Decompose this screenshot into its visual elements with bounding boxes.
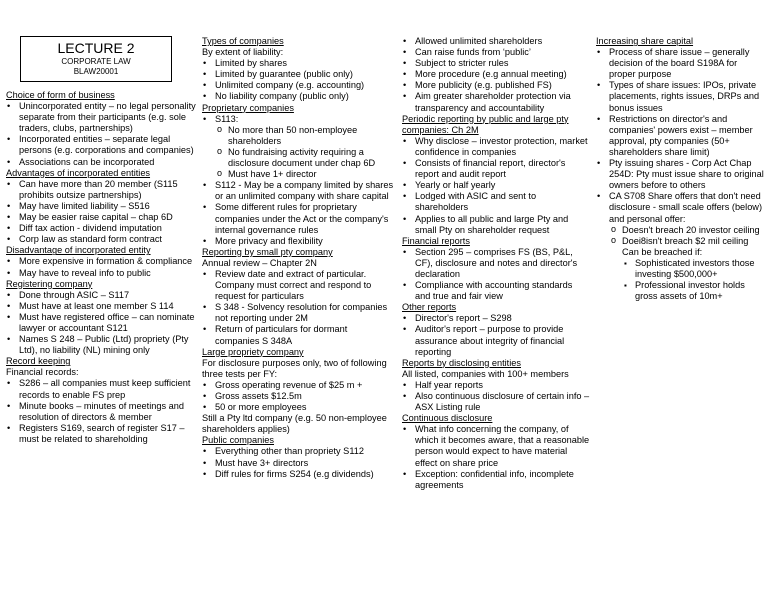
bullet-list [202, 380, 394, 413]
bullet-list [402, 36, 590, 114]
section-heading: Increasing share capital [596, 36, 694, 46]
bullet-list [202, 114, 394, 247]
column-1-content [6, 90, 196, 445]
bullet-item: • Section 295 – comprises FS (BS, P&L, CF), disclosure and notes and director's declaration [402, 247, 590, 280]
bullet-item: • Pty issuing shares - Corp Act Chap 254D: Pty must issue share to original owners before to others [596, 158, 766, 191]
bullet-item: • Must have at least one member S 114 [6, 301, 196, 312]
bullet-item: • Done through ASIC – S117 [6, 290, 196, 301]
section-heading: Advantages of incorporated entities [6, 167, 151, 178]
column-3-content [402, 36, 590, 491]
section-heading: Choice of form of business [6, 90, 115, 100]
bullet-item: • Lodged with ASIC and sent to shareholders [402, 191, 590, 213]
bullet-item: • More procedure (e.g annual meeting) [402, 69, 590, 80]
bullet-item: • Why disclose – investor protection, market confidence in companies [402, 136, 590, 158]
sub-bullet-item: o Doesn't breach 20 investor ceiling [609, 225, 766, 236]
bullet-list [402, 136, 590, 236]
bullet-item: • Compliance with accounting standards and true and fair view [402, 280, 590, 302]
bullet-item: • Aim greater shareholder protection via transparency and accountability [402, 91, 590, 113]
bullet-item: • Allowed unlimited shareholders [402, 36, 590, 47]
sub-bullet-item: o Doei8isn't breach $2 mil ceiling Can be breached if: [609, 236, 766, 258]
bullet-item: • Can have more than 20 member (S115 prohibits outsize partnerships) [6, 179, 196, 201]
column-3 [402, 36, 590, 491]
bullet-item: • Types of share issues: IPOs, private placements, rights issues, DRPs and bonus issues [596, 80, 766, 113]
bullet-item: • Unincorporated entity – no legal personality separate from their participants (e.g. sole traders, clubs, partnerships) [6, 101, 196, 134]
bullet-item: • Must have registered office – can nominate lawyer or accountant S121 [6, 312, 196, 334]
bullet-item: • Names S 248 – Public (Ltd) propriety (Pty Ltd), no liability (NL) mining only [6, 334, 196, 356]
subject-name: CORPORATE LAW [61, 57, 131, 66]
paragraph: All listed, companies with 100+ members [402, 368, 569, 379]
bullet-item: • Associations can be incorporated [6, 157, 196, 168]
bullet-item: • S113: [202, 114, 394, 125]
paragraph: By extent of liability: [202, 47, 284, 58]
bullet-item: • Limited by shares [202, 58, 394, 69]
section-heading: Reporting by small pty company [202, 246, 333, 257]
bullet-item: • What info concerning the company, of which it becomes aware, that a reasonable person would expect to have material effect on share price [402, 424, 590, 468]
bullet-item: • 50 or more employees [202, 402, 394, 413]
bullet-list [6, 256, 196, 278]
bullet-item: • Must have 3+ directors [202, 458, 394, 469]
bullet-item: • Yearly or half yearly [402, 180, 590, 191]
sub-bullet-item: o No fundraising activity requiring a disclosure document under chap 6D [215, 147, 394, 169]
bullet-item: • Diff tax action - dividend imputation [6, 223, 196, 234]
sub-bullet-item: o Must have 1+ director [215, 169, 394, 180]
column-2 [202, 36, 394, 480]
bullet-item: • Gross assets $12.5m [202, 391, 394, 402]
bullet-item: • Return of particulars for dormant companies S 348A [202, 324, 394, 346]
bullet-list [402, 380, 590, 413]
section-heading: Registering company [6, 278, 93, 289]
bullet-item: • Minute books – minutes of meetings and resolution of directors & member [6, 401, 196, 423]
bullet-list [6, 179, 196, 246]
section-heading: Periodic reporting by public and large pty companies: Ch 2M [402, 113, 569, 135]
subject-code: BLAW20001 [73, 67, 119, 76]
sub-sub-bullet-item: ▪ Sophisticated investors those investing $500,000+ [622, 258, 766, 280]
bullet-list [596, 47, 766, 302]
bullet-item: • Also continuous disclosure of certain info – ASX Listing rule [402, 391, 590, 413]
bullet-item: • Gross operating revenue of $25 m + [202, 380, 394, 391]
bullet-item: • Consists of financial report, director's report and audit report [402, 158, 590, 180]
lecture-title-box [20, 36, 172, 82]
bullet-item: • S286 – all companies must keep sufficient records to enable FS prep [6, 378, 196, 400]
bullet-item: • Limited by guarantee (public only) [202, 69, 394, 80]
bullet-item: • Auditor's report – purpose to provide assurance about integrity of financial reporting [402, 324, 590, 357]
lecture-title: LECTURE 2 [57, 40, 135, 56]
bullet-list [6, 378, 196, 445]
bullet-item: • Restrictions on director's and companies' powers exist – member approval, pty companies (50+ shareholders share limit) [596, 114, 766, 158]
bullet-item: • May have to reveal info to public [6, 268, 196, 279]
bullet-item: • More expensive in formation & compliance [6, 256, 196, 267]
bullet-list [202, 446, 394, 479]
section-heading: Types of companies [202, 36, 284, 46]
bullet-item: • Incorporated entities – separate legal persons (e.g. corporations and companies) [6, 134, 196, 156]
bullet-item: • S112 - May be a company limited by shares or an unlimited company with share capital [202, 180, 394, 202]
bullet-item: • May be easier raise capital – chap 6D [6, 212, 196, 223]
bullet-list [402, 247, 590, 302]
section-heading: Financial reports [402, 235, 470, 246]
bullet-item: • Applies to all public and large Pty and small Pty on shareholder request [402, 214, 590, 236]
paragraph: Still a Pty ltd company (e.g. 50 non-employee shareholders applies) [202, 413, 387, 435]
bullet-item: • Director's report – S298 [402, 313, 590, 324]
bullet-item: • Review date and extract of particular. Company must correct and respond to request for particulars [202, 269, 394, 302]
sub-bullet-item: o No more than 50 non-employee shareholders [215, 125, 394, 147]
bullet-item: • S 348 - Solvency resolution for companies not reporting under 2M [202, 302, 394, 324]
paragraph: Financial records: [6, 367, 79, 378]
section-heading: Reports by disclosing entities [402, 357, 521, 368]
bullet-item: • Registers S169, search of register S17 – must be related to shareholding [6, 423, 196, 445]
bullet-item: • Process of share issue – generally decision of the board S198A for proper purpose [596, 47, 766, 80]
bullet-item: • CA S708 Share offers that don't need disclosure - small scale offers (below) and personal offer: [596, 191, 766, 224]
bullet-list [202, 269, 394, 347]
bullet-item: • May have limited liability – S516 [6, 201, 196, 212]
bullet-item: • Some different rules for proprietary companies under the Act or the company's internal governance rules [202, 202, 394, 235]
section-heading: Record keeping [6, 356, 71, 367]
bullet-list [6, 101, 196, 168]
bullet-item: • Everything other than propriety S112 [202, 446, 394, 457]
section-heading: Proprietary companies [202, 102, 294, 113]
column-4 [596, 36, 766, 302]
bullet-item: • Corp law as standard form contract [6, 234, 196, 245]
bullet-item: • More privacy and flexibility [202, 236, 394, 247]
section-heading: Continuous disclosure [402, 413, 493, 424]
bullet-item: • Can raise funds from ‘public’ [402, 47, 590, 58]
bullet-item: • Half year reports [402, 380, 590, 391]
bullet-item: • Diff rules for firms S254 (e.g dividends) [202, 469, 394, 480]
bullet-list [202, 58, 394, 102]
column-4-content [596, 36, 766, 302]
bullet-list [6, 290, 196, 357]
bullet-item: • Subject to stricter rules [402, 58, 590, 69]
section-heading: Disadvantage of incorporated entity [6, 245, 151, 256]
section-heading: Other reports [402, 302, 457, 313]
bullet-item: • More publicity (e.g. published FS) [402, 80, 590, 91]
paragraph: Annual review – Chapter 2N [202, 257, 317, 268]
column-2-content [202, 36, 394, 480]
bullet-item: • Exception: confidential info, incomplete agreements [402, 469, 590, 491]
section-heading: Public companies [202, 435, 275, 446]
bullet-item: • No liability company (public only) [202, 91, 394, 102]
bullet-item: • Unlimited company (e.g. accounting) [202, 80, 394, 91]
column-1 [6, 0, 196, 445]
bullet-list [402, 313, 590, 357]
section-heading: Large propriety company [202, 346, 304, 357]
paragraph: For disclosure purposes only, two of following three tests per FY: [202, 357, 387, 379]
sub-sub-bullet-item: ▪ Professional investor holds gross assets of 10m+ [622, 280, 766, 302]
bullet-list [402, 424, 590, 491]
